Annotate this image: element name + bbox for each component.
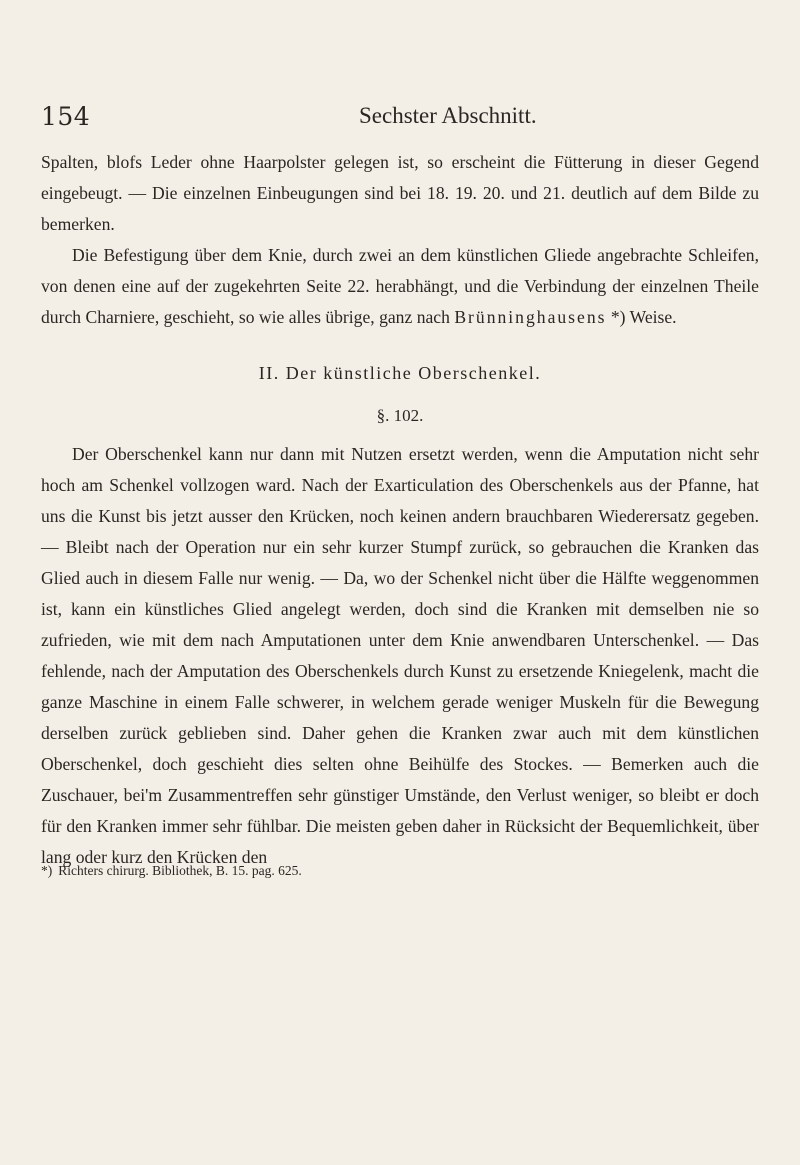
footnote-text: Richters chirurg. Bibliothek, B. 15. pag. 625. <box>58 863 302 878</box>
section-title: Der künstliche Oberschenkel. <box>285 363 542 383</box>
page-number: 154 <box>41 102 91 131</box>
body-text <box>41 147 759 873</box>
paragraph-continuation: Spalten, blofs Leder ohne Haarpolster gelegen ist, so erscheint die Fütterung in dieser Gegend eingebeugt. — Die einzelnen Einbeugungen sind bei 18. 19. 20. und 21. deutlich auf dem Bilde zu bemerken. <box>41 152 759 234</box>
section-number: II. <box>258 363 280 383</box>
paragraph-number: §. 102. <box>376 406 424 425</box>
paragraph-fastening-text-before: Die Befestigung über dem Knie, durch zwei an dem künstlichen Gliede angebrachte Schleifen, von denen eine auf der zugekehrten Seite 22. herabhängt, und die Verbindung der einzelnen Theile durch Charniere, geschieht, so wie alles übrige, ganz nach <box>41 245 759 327</box>
section-heading <box>41 358 759 388</box>
paragraph-fastening <box>41 240 759 333</box>
footnote-mark: *) <box>41 863 53 878</box>
paragraph-thigh: Der Oberschenkel kann nur dann mit Nutzen ersetzt werden, wenn die Amputation nicht sehr hoch am Schenkel vollzogen ward. Nach der Exarticulation des Oberschenkels aus der Pfanne, hat uns die Kunst bis jetzt ausser den Krücken, noch keinen andern brauchbaren Wiederersatz gegeben. — Bleibt nach der Operation nur ein sehr kurzer Stumpf zurück, so gebrauchen die Kranken das Glied auch in diesem Falle nur wenig. — Da, wo der Schenkel nicht über die Hälfte weggenommen ist, kann ein künstliches Glied angelegt werden, doch sind die Kranken mit demselben nie so zufrieden, wie mit dem nach Amputationen unter dem Knie anwendbaren Unterschenkel. — Das fehlende, nach der Amputation des Oberschenkels durch Kunst zu ersetzende Kniegelenk, macht die ganze Maschine in einem Falle schwerer, in welchem gerade weniger Muskeln für die Bewegung derselben zurück geblieben sind. Daher gehen die Kranken zwar auch mit dem künstlichen Oberschenkel, doch geschieht dies selten ohne Beihülfe des Stockes. — Bemerken auch die Zuschauer, bei'm Zusammentreffen sehr günstiger Umstände, den Verlust weniger, so bleibt er doch für den Kranken immer sehr fühlbar. Die meisten geben daher in Rücksicht der Bequemlichkeit, über lang oder kurz den Krücken den <box>41 444 759 867</box>
author-name-spaced: Brünninghausens <box>454 307 607 327</box>
footnote <box>41 861 759 881</box>
page-header <box>41 102 759 142</box>
paragraph-fastening-text-after: *) Weise. <box>606 307 677 327</box>
running-title: Sechster Abschnitt. <box>359 103 537 128</box>
